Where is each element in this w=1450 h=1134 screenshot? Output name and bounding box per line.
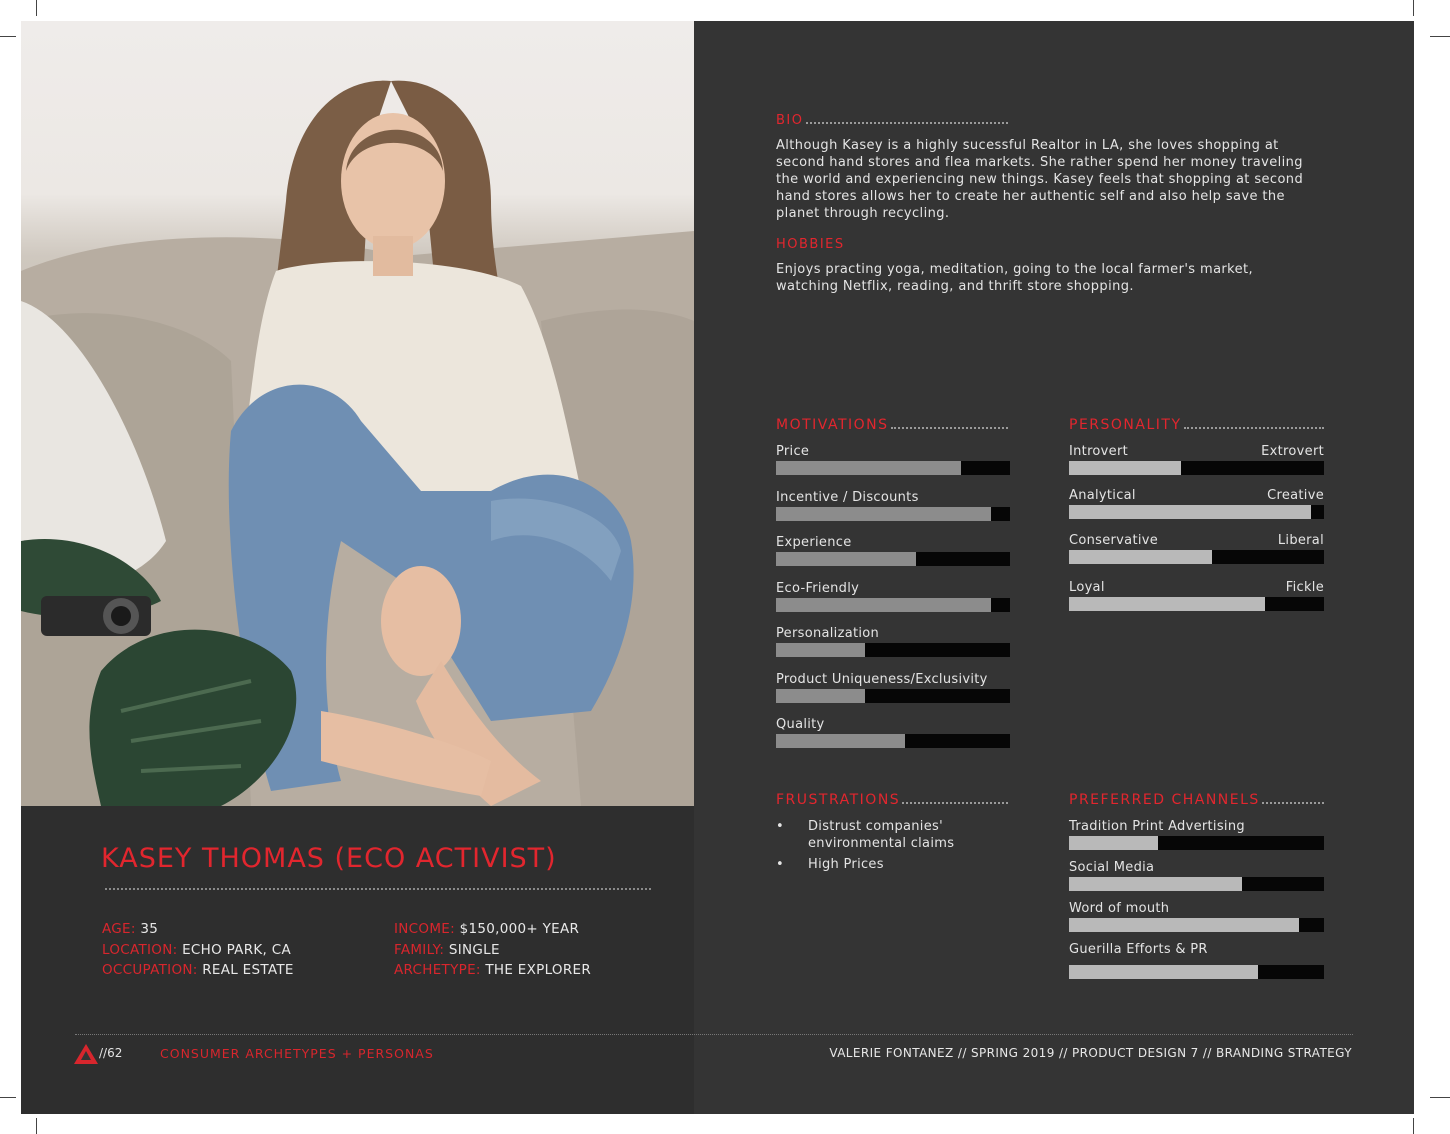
persona-photo bbox=[21, 21, 694, 806]
motivation-label: Price bbox=[776, 444, 810, 459]
dotted-rule bbox=[891, 427, 1008, 429]
motivation-bar-fill bbox=[776, 507, 991, 521]
motivation-bar bbox=[776, 689, 1010, 703]
channels-title: PREFERRED CHANNELS bbox=[1069, 792, 1260, 808]
crop-mark bbox=[1430, 1097, 1450, 1098]
persona-name: KASEY THOMAS (ECO ACTIVIST) bbox=[101, 843, 557, 874]
personality-scale-labels bbox=[1069, 488, 1324, 503]
occupation-row bbox=[102, 960, 294, 981]
crop-mark bbox=[1413, 1118, 1414, 1134]
motivation-bar bbox=[776, 643, 1010, 657]
motivation-label: Experience bbox=[776, 535, 852, 550]
frustrations-list bbox=[776, 818, 1008, 877]
footer-divider bbox=[75, 1034, 1353, 1035]
dotted-rule bbox=[1184, 427, 1324, 429]
personality-scale-labels bbox=[1069, 444, 1324, 459]
age-value: 35 bbox=[140, 921, 159, 937]
personality-title: PERSONALITY bbox=[1069, 417, 1182, 433]
frustration-item: • Distrust companies' environmental claims bbox=[776, 818, 1008, 852]
footer-section-title: CONSUMER ARCHETYPES + PERSONAS bbox=[160, 1046, 434, 1061]
hobbies-heading bbox=[776, 237, 845, 252]
dotted-divider bbox=[105, 888, 651, 890]
income-row bbox=[394, 919, 591, 940]
brand-logo-icon bbox=[73, 1043, 99, 1065]
personality-bar bbox=[1069, 597, 1324, 611]
income-value: $150,000+ YEAR bbox=[459, 921, 580, 937]
hobbies-title: HOBBIES bbox=[776, 237, 845, 252]
channel-label: Tradition Print Advertising bbox=[1069, 819, 1245, 834]
personality-left-label: Loyal bbox=[1069, 580, 1105, 595]
personality-heading bbox=[1069, 417, 1324, 433]
motivation-bar bbox=[776, 507, 1010, 521]
channel-bar-fill bbox=[1069, 836, 1158, 850]
channel-bar-fill bbox=[1069, 918, 1299, 932]
personality-right-label: Fickle bbox=[1285, 580, 1324, 595]
dotted-rule bbox=[806, 122, 1009, 124]
channel-label: Social Media bbox=[1069, 860, 1155, 875]
personality-bar-fill bbox=[1069, 550, 1212, 564]
motivation-label: Incentive / Discounts bbox=[776, 489, 919, 505]
channel-label: Guerilla Efforts & PR bbox=[1069, 942, 1208, 957]
motivation-bar-fill bbox=[776, 643, 865, 657]
archetype-row bbox=[394, 960, 591, 981]
motivation-bar bbox=[776, 598, 1010, 612]
personality-bar bbox=[1069, 461, 1324, 475]
demographics-left bbox=[102, 919, 294, 981]
personality-right-label: Extrovert bbox=[1261, 444, 1324, 459]
crop-mark bbox=[0, 1097, 16, 1098]
channels-heading bbox=[1069, 792, 1324, 808]
age-label: AGE: bbox=[102, 921, 136, 937]
channel-bar-fill bbox=[1069, 877, 1242, 891]
motivations-title: MOTIVATIONS bbox=[776, 417, 889, 433]
age-row bbox=[102, 919, 294, 940]
motivation-label: Quality bbox=[776, 717, 825, 732]
bio-heading bbox=[776, 113, 1008, 128]
location-label: LOCATION: bbox=[102, 941, 178, 958]
motivation-bar-fill bbox=[776, 734, 905, 748]
crop-mark bbox=[36, 0, 37, 16]
frustrations-heading bbox=[776, 792, 1008, 808]
channel-bar-fill bbox=[1069, 965, 1258, 979]
archetype-label: ARCHETYPE: bbox=[394, 962, 481, 978]
photo-illustration bbox=[21, 21, 694, 806]
location-value: ECHO PARK, CA bbox=[182, 941, 291, 958]
personality-bar bbox=[1069, 505, 1324, 519]
personality-bar-fill bbox=[1069, 461, 1181, 475]
motivation-bar-fill bbox=[776, 461, 961, 475]
occupation-value: REAL ESTATE bbox=[202, 962, 294, 978]
motivations-heading bbox=[776, 417, 1008, 433]
demographics-right bbox=[394, 919, 591, 981]
motivation-label: Product Uniqueness/Exclusivity bbox=[776, 671, 988, 687]
crop-mark bbox=[1430, 36, 1450, 37]
crop-mark bbox=[0, 36, 16, 37]
channel-bar bbox=[1069, 965, 1324, 979]
family-row bbox=[394, 940, 591, 961]
archetype-value: THE EXPLORER bbox=[485, 962, 592, 978]
motivation-bar bbox=[776, 461, 1010, 475]
bio-text: Although Kasey is a highly sucessful Realtor in LA, she loves shopping at second hand stores and flea markets. She rather spend her money traveling the world and experiencing new things. Kasey feels that shopping at second hand stores allows her to create her authentic self and also help save the planet through recycling. bbox=[776, 138, 1304, 221]
motivation-label: Personalization bbox=[776, 626, 880, 641]
frustrations-title: FRUSTRATIONS bbox=[776, 792, 901, 808]
channel-label: Word of mouth bbox=[1069, 901, 1170, 916]
personality-left-label: Conservative bbox=[1069, 533, 1159, 548]
personality-left-label: Introvert bbox=[1069, 444, 1129, 459]
frustration-item: • High Prices bbox=[776, 856, 1008, 873]
personality-scale-labels bbox=[1069, 533, 1324, 548]
dotted-rule bbox=[902, 802, 1008, 804]
hobbies-text: Enjoys practing yoga, meditation, going to the local farmer's market, watching Netflix, reading, and thrift store shopping. bbox=[776, 262, 1254, 294]
motivation-bar bbox=[776, 734, 1010, 748]
personality-left-label: Analytical bbox=[1069, 488, 1136, 503]
dotted-rule bbox=[1262, 802, 1324, 804]
motivation-bar-fill bbox=[776, 689, 865, 703]
channel-bar bbox=[1069, 877, 1324, 891]
channel-bar bbox=[1069, 918, 1324, 932]
channel-bar bbox=[1069, 836, 1324, 850]
footer-credits: VALERIE FONTANEZ // SPRING 2019 // PRODUCT DESIGN 7 // BRANDING STRATEGY bbox=[829, 1046, 1352, 1060]
motivation-bar-fill bbox=[776, 552, 916, 566]
personality-bar-fill bbox=[1069, 505, 1311, 519]
personality-scale-labels bbox=[1069, 580, 1324, 595]
personality-bar-fill bbox=[1069, 597, 1265, 611]
motivation-bar bbox=[776, 552, 1010, 566]
income-label: INCOME: bbox=[394, 921, 455, 937]
page-number: //62 bbox=[99, 1046, 123, 1060]
bio-title: BIO bbox=[776, 113, 804, 128]
motivation-label: Eco-Friendly bbox=[776, 580, 860, 596]
persona-page bbox=[21, 21, 1414, 1114]
occupation-label: OCCUPATION: bbox=[102, 962, 198, 978]
location-row bbox=[102, 940, 294, 961]
personality-right-label: Creative bbox=[1267, 488, 1324, 503]
personality-bar bbox=[1069, 550, 1324, 564]
family-label: FAMILY: bbox=[394, 941, 445, 958]
crop-mark bbox=[36, 1118, 37, 1134]
family-value: SINGLE bbox=[448, 941, 500, 958]
motivation-bar-fill bbox=[776, 598, 991, 612]
personality-right-label: Liberal bbox=[1277, 533, 1324, 548]
crop-mark bbox=[1413, 0, 1414, 16]
